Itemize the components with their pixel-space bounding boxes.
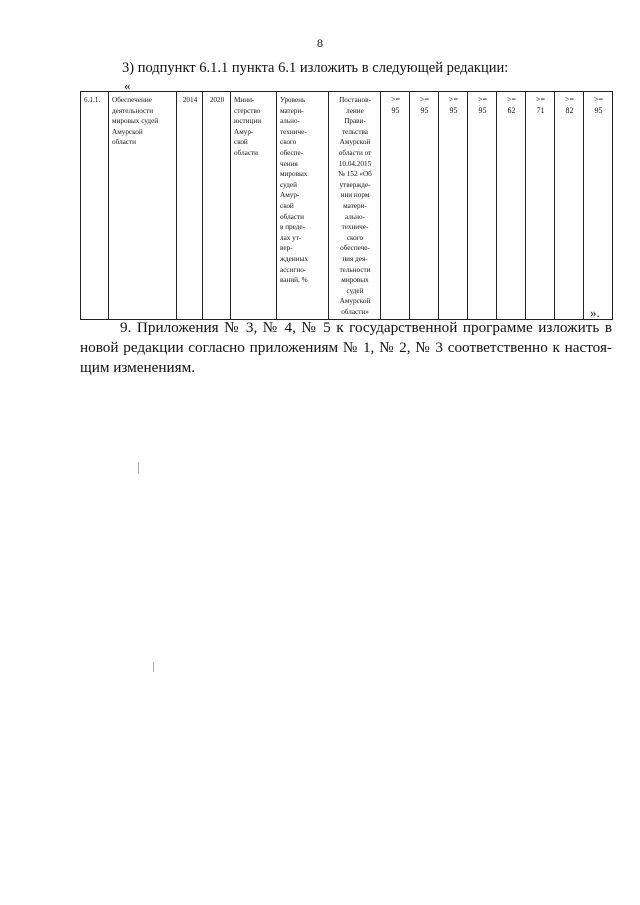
cell-value: >= 95: [468, 92, 497, 320]
cell-document: [329, 92, 381, 320]
open-quote: «: [124, 78, 131, 93]
paragraph-line: новой редакции согласно приложениям № 1, № 2, № 3 соответственно к настоя-: [80, 339, 612, 356]
close-quote: ».: [590, 305, 600, 320]
cell-text-line: юстиции: [234, 117, 262, 126]
cell-value: >= 95: [584, 92, 613, 320]
cell-text-line: области: [112, 138, 137, 147]
cell-text-line: ваний, %: [280, 276, 308, 285]
cell-text-line: ление: [346, 106, 364, 115]
cell-value: >= 82: [555, 92, 584, 320]
cell-text-line: обеспече-: [340, 244, 370, 253]
intro-text: 3) подпункт 6.1.1 пункта 6.1 изложить в следующей редакции:: [122, 60, 509, 76]
cell-text-line: судей: [280, 180, 297, 189]
cell-start-year: 2014: [177, 92, 203, 320]
cell-text-line: жденных: [280, 254, 308, 263]
cell-value: >= 62: [497, 92, 526, 320]
cell-text-line: ской: [280, 201, 294, 210]
cell-text-line: ально-: [280, 117, 300, 126]
cell-text-line: ского: [346, 233, 364, 242]
cell-text-line: Уровень: [280, 96, 306, 104]
cell-text-line: чения: [280, 159, 298, 168]
cell-text-line: лах ут-: [280, 233, 302, 242]
cell-text-line: области: [280, 212, 305, 221]
cell-code: 6.1.1.: [81, 92, 109, 320]
cell-text-line: области: [234, 148, 259, 157]
cell-text-line: Амурской: [339, 297, 371, 306]
cell-text-line: № 152 «Об: [338, 170, 372, 179]
indicator-table: [80, 91, 613, 320]
cell-text-line: Мини-: [234, 96, 255, 104]
cell-text-line: 10.04.2015: [338, 159, 372, 168]
scan-mark: [153, 662, 154, 672]
cell-text-line: области от: [338, 148, 372, 157]
cell-text-line: Амур-: [234, 127, 254, 136]
cell-text-line: Постанов-: [339, 96, 371, 104]
cell-text-line: деятельности: [112, 106, 154, 115]
cell-text-line: вер-: [280, 244, 293, 253]
cell-text-line: мировых судей: [112, 117, 159, 126]
cell-text-line: Амурской: [339, 138, 371, 147]
cell-text-line: мировых: [280, 170, 308, 179]
cell-text-line: техниче-: [341, 223, 369, 232]
cell-value: >= 95: [381, 92, 410, 320]
cell-end-year: 2020: [203, 92, 231, 320]
cell-text-line: Прави-: [344, 117, 366, 126]
paragraph-line: щим изменениям.: [80, 359, 196, 376]
paragraph-9: [80, 318, 612, 378]
paragraph-line: 9. Приложения № 3, № 4, № 5 к государственной программе изложить в: [120, 319, 612, 336]
cell-text-line: ского: [280, 138, 297, 147]
cell-text-line: обеспе-: [280, 148, 304, 157]
cell-text-line: области»: [341, 307, 369, 316]
page-number: 8: [317, 36, 323, 50]
cell-executor: [231, 92, 277, 320]
scan-mark: [138, 462, 139, 474]
cell-text-line: тельности: [339, 265, 371, 274]
cell-value: >= 95: [410, 92, 439, 320]
cell-text-line: нии норм: [340, 191, 370, 200]
cell-text-line: утвержде-: [339, 180, 371, 189]
cell-text-line: матери-: [343, 201, 367, 210]
cell-text-line: техниче-: [280, 127, 307, 136]
cell-text-line: матери-: [280, 106, 304, 115]
cell-text-line: в преде-: [280, 223, 305, 232]
cell-text-line: Обеспечение: [112, 96, 152, 104]
cell-text-line: тельства: [341, 127, 369, 136]
cell-text-line: ния дея-: [342, 254, 368, 263]
cell-indicator: [277, 92, 329, 320]
cell-text-line: Амурской: [112, 127, 143, 136]
cell-text-line: Амур-: [280, 191, 300, 200]
cell-name: [109, 92, 177, 320]
cell-text-line: ально-: [345, 212, 365, 221]
cell-value: >= 95: [439, 92, 468, 320]
cell-text-line: мировых: [341, 276, 369, 285]
cell-value: >= 71: [526, 92, 555, 320]
table-row: [81, 92, 613, 320]
cell-text-line: ской: [234, 138, 248, 147]
cell-text-line: судей: [346, 286, 364, 295]
cell-text-line: ассигно-: [280, 265, 307, 274]
cell-text-line: стерство: [234, 106, 261, 115]
